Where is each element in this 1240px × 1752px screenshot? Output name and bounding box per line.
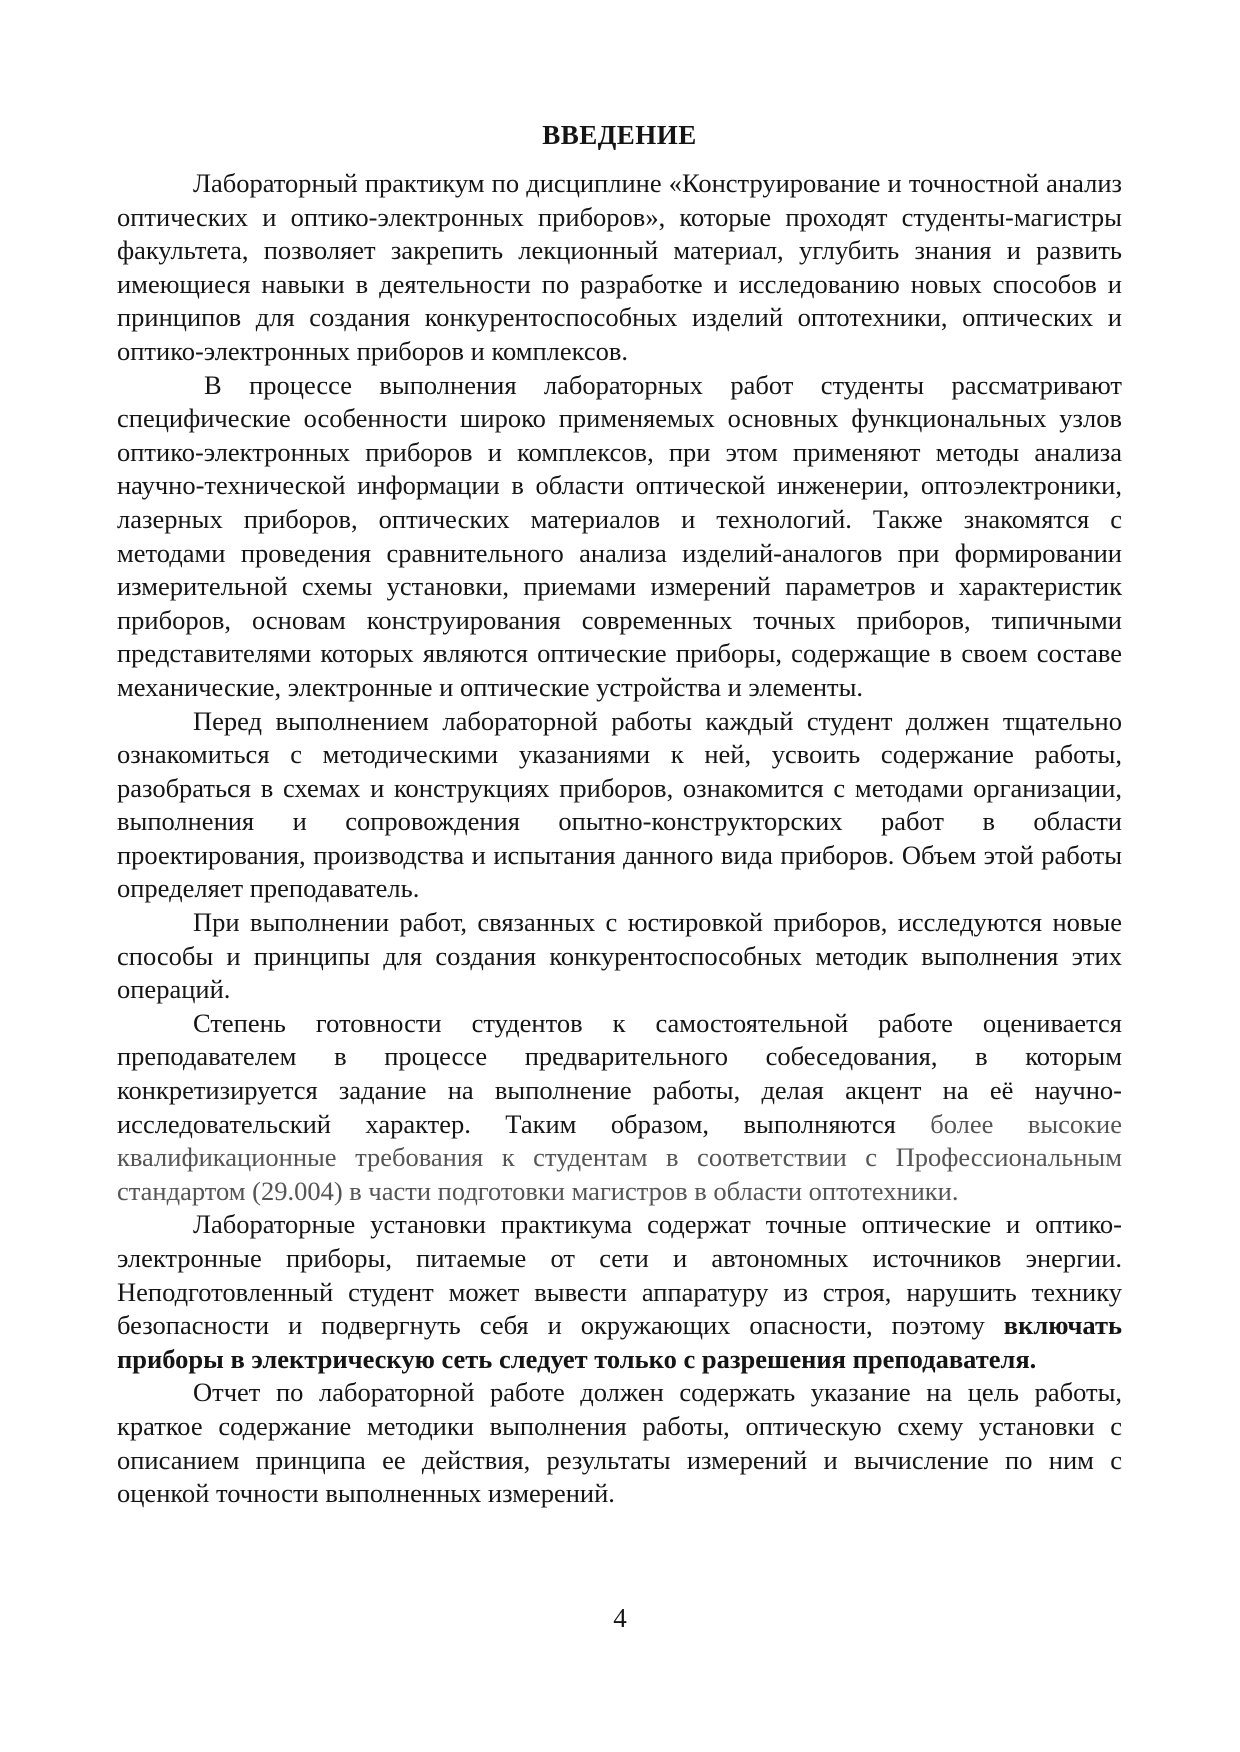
paragraph-readiness-standard: более высокие квалификационные требования к студентам в соответствии с Профессиональным стандартом (29.004) в части подготовки магистров в области оптотехники. [117, 1108, 1122, 1206]
paragraph-safety-lead: Лабораторные установки практикума содержат точные оптические и оптико-электронные приборы, питаемые от сети и автономных источников энергии. Неподготовленный студент может вывести аппаратуру из строя, нарушить технику безопасности и подвергнуть себя и окружающих опасности, поэтому [117, 1209, 1122, 1341]
paragraph-readiness [117, 1007, 1122, 1209]
paragraph-report: Отчет по лабораторной работе должен содержать указание на цель работы, краткое содержание методики выполнения работы, оптическую схему установки с описанием принципа ее действия, результаты измерений и вычисление по ним с оценкой точности выполненных измерений. [117, 1377, 1122, 1509]
paragraph-intro: Лабораторный практикум по дисциплине «Конструирование и точностной анализ оптических и оптико-электронных приборов», которые проходят студенты-магистры факультета, позволяет закрепить лекционный материал, углубить знания и развить имеющиеся навыки в деятельности по разработке и исследованию новых способов и принципов для создания конкурентоспособных изделий оптотехники, оптических и оптико-электронных приборов и комплексов. [117, 168, 1122, 366]
paragraph-adjustment: При выполнении работ, связанных с юстировкой приборов, исследуются новые способы и принципы для создания конкурентоспособных методик выполнения этих операций. [117, 907, 1122, 1005]
paragraph-process: В процессе выполнения лабораторных работ студенты рассматривают специфические особенности широко применяемых основных функциональных узлов оптико-электронных приборов и комплексов, при этом применяют методы анализа научно-технической информации в области оптической инженерии, оптоэлектроники, лазерных приборов, оптических материалов и технологий. Также знакомятся с методами проведения сравнительного анализа изделий-аналогов при формировании измерительной схемы установки, приемами измерений параметров и характеристик приборов, основам конструирования современных точных приборов, типичными представителями которых являются оптические приборы, содержащие в своем составе механические, электронные и оптические устройства и элементы. [117, 369, 1122, 702]
section-title: ВВЕДЕНИЕ [542, 120, 697, 150]
paragraph-readiness-lead: Степень готовности студентов к самостоятельной работе оценивается преподавателем в процессе предварительного собеседования, в которым конкретизируется задание на выполнение работы, делая акцент на её научно-исследовательский характер. Таким образом, выполняются [117, 1007, 1122, 1139]
page-number: 4 [613, 1603, 627, 1633]
paragraph-safety-warning: включать приборы в электрическую сеть следует только с разрешения преподавателя. [117, 1310, 1122, 1374]
body-text [117, 167, 1122, 1511]
paragraph-safety [117, 1208, 1122, 1376]
paragraph-preparation: Перед выполнением лабораторной работы каждый студент должен тщательно ознакомиться с методическими указаниями к ней, усвоить содержание работы, разобраться в схемах и конструкциях приборов, ознакомится с методами организации, выполнения и сопровождения опытно-конструкторских работ в области проектирования, производства и испытания данного вида приборов. Объем этой работы определяет преподаватель. [117, 705, 1122, 904]
